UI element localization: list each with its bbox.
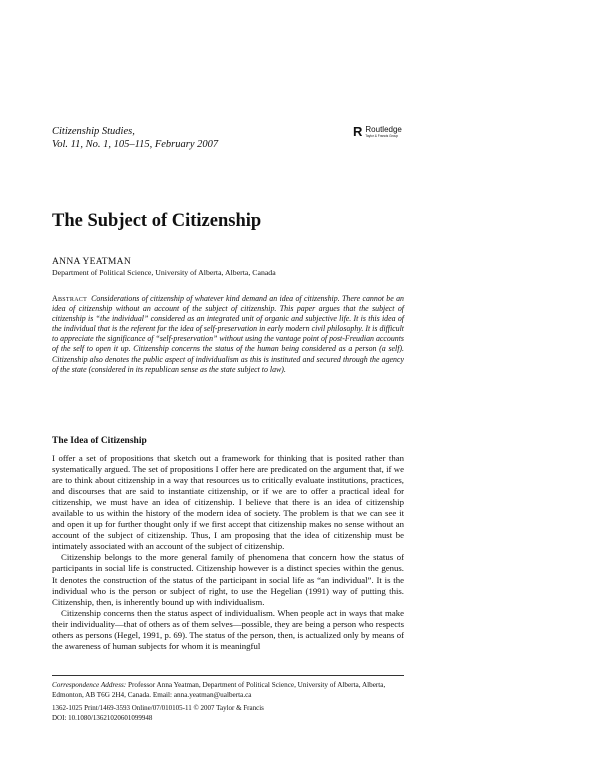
article-title: The Subject of Citizenship [52, 211, 262, 231]
abstract [52, 294, 404, 375]
journal-header [52, 125, 218, 151]
issn-line: 1362-1025 Print/1469-3593 Online/07/010105-11 © 2007 Taylor & Francis [52, 704, 264, 712]
body-paragraph: Citizenship concerns then the status aspect of individualism. When people act in ways that make their individuality—that of others as of them selves—possible, they are being a person who respects others as persons (Hegel, 1991, p. 69). The status of the person, then, is actualized only by means of the awareness of human subjects for whom it is meaningful [52, 607, 404, 651]
publisher-logo [353, 125, 402, 138]
publisher-name: Routledge [365, 125, 402, 134]
publisher-group: Taylor & Francis Group [365, 134, 398, 138]
body-paragraph: I offer a set of propositions that sketch out a framework for thinking that is posited rather than systematically argued. The set of propositions I offer here are predicated on the argument that, if we are to think about citizenship in a way that resources us to critically evaluate institutions, practices, and discourses that are said to instantiate citizenship, or if we are to offer a practical ideal for citizenship, we must have an idea of citizenship. I believe that there is an idea of citizenship available to us within the history of the modern idea of society. The problem is that we can see it and open it up for further thought only if we first accept that citizenship makes no sense without an account of the subject of citizenship. Thus, I am proposing that the idea of citizenship must be intimately associated with an account of the subject of citizenship. [52, 453, 404, 552]
correspondence-label: Correspondence Address: [52, 681, 127, 689]
author-affiliation: Department of Political Science, University of Alberta, Alberta, Canada [52, 268, 276, 277]
journal-name: Citizenship Studies, [52, 126, 135, 137]
body-paragraph: Citizenship belongs to the more general family of phenomena that concern how the status of participants in social life is constructed. Citizenship however is a distinct species within the genus. It denotes the construction of the status of the participant in social life as “an individual”. It is the individual who is the person or subject of right, to use the Hegelian (1991) way of putting this. Citizenship, then, is inherently bound up with individualism. [52, 552, 404, 607]
footnote-divider [52, 675, 404, 676]
doi-line: DOI: 10.1080/13621020601099948 [52, 713, 153, 722]
author-name: ANNA YEATMAN [52, 257, 131, 267]
abstract-text: Considerations of citizenship of whatever kind demand an idea of citizenship. There cannot be an idea of citizenship without an account of the subject of citizenship. This paper argues that the subject of citizenship is “the individual” considered as an integrated unit of organic and subjective life. It is this idea of the individual that is the referent for the idea of self-preservation in early modern civil philosophy. It is difficult to appreciate the significance of “self-preservation” without using the vantage point of post-Freudian accounts of the self to open it up. Citizenship concerns the status of the human being considered as a person (a self). Citizenship also denotes the public aspect of individualism as this is instituted and secured through the agency of the state (considered in its republican sense as the state subject to law). [52, 294, 404, 374]
imprint [52, 704, 264, 723]
section-heading: The Idea of Citizenship [52, 436, 147, 446]
correspondence-footnote [52, 681, 404, 700]
routledge-logo-icon: R [353, 124, 363, 139]
abstract-label: Abstract [52, 294, 88, 303]
journal-citation: Vol. 11, No. 1, 105–115, February 2007 [52, 139, 219, 150]
section-body [52, 453, 404, 652]
correspondence-text: Professor Anna Yeatman, Department of Political Science, University of Alberta, Alberta, Edmonton, AB T6G 2H4, Canada. Email: anna.yeatman@ualberta.ca [52, 681, 386, 699]
